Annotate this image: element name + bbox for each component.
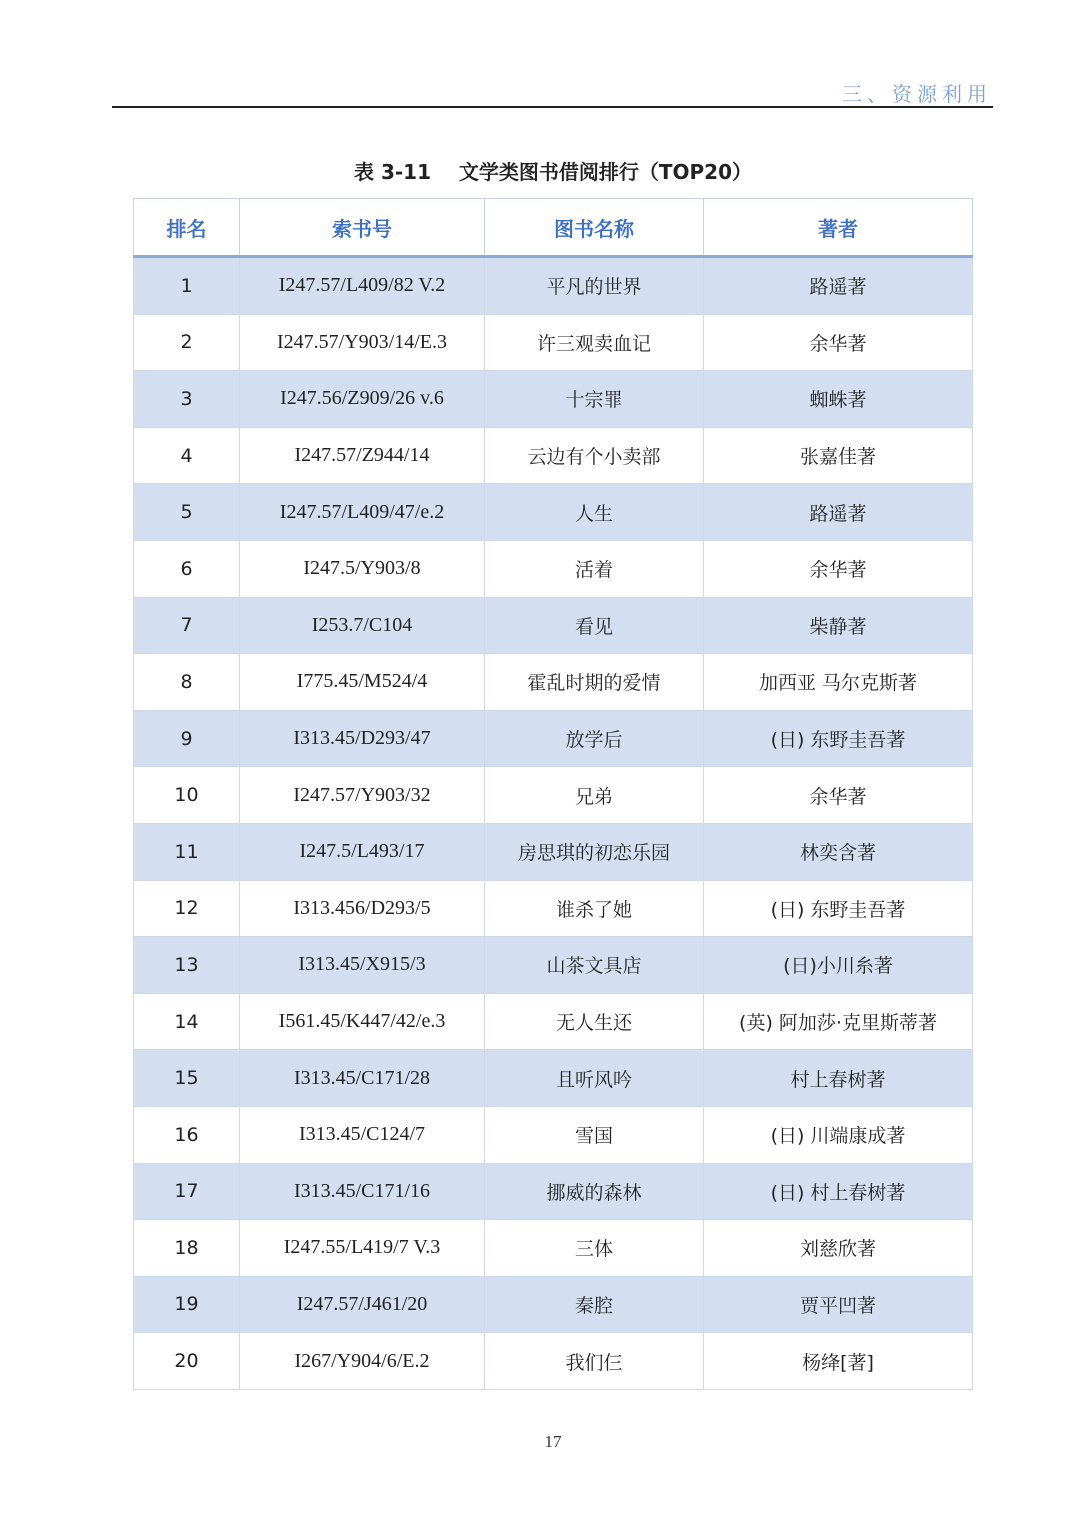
- table-row: [134, 880, 973, 937]
- cell-call-number: I247.56/Z909/26 v.6: [240, 371, 485, 428]
- cell-call-number: I267/Y904/6/E.2: [240, 1333, 485, 1390]
- header-call-number: 索书号: [240, 199, 485, 257]
- cell-call-number: I313.45/C124/7: [240, 1106, 485, 1163]
- cell-title: 秦腔: [485, 1276, 704, 1333]
- cell-author: 余华著: [704, 314, 973, 371]
- cell-rank: 7: [134, 597, 240, 654]
- cell-rank: 18: [134, 1220, 240, 1277]
- table-row: [134, 314, 973, 371]
- cell-author: (日) 东野圭吾著: [704, 880, 973, 937]
- cell-title: 三体: [485, 1220, 704, 1277]
- table-row: [134, 993, 973, 1050]
- cell-title: 谁杀了她: [485, 880, 704, 937]
- cell-rank: 9: [134, 710, 240, 767]
- cell-call-number: I247.57/L409/82 V.2: [240, 257, 485, 315]
- table-row: [134, 1333, 973, 1390]
- cell-author: (日) 东野圭吾著: [704, 710, 973, 767]
- cell-author: 村上春树著: [704, 1050, 973, 1107]
- cell-rank: 12: [134, 880, 240, 937]
- table-row: [134, 597, 973, 654]
- table-row: [134, 484, 973, 541]
- cell-author: 加西亚 马尔克斯著: [704, 654, 973, 711]
- cell-call-number: I313.45/C171/16: [240, 1163, 485, 1220]
- table-row: [134, 1050, 973, 1107]
- cell-rank: 4: [134, 427, 240, 484]
- cell-author: (日) 村上春树著: [704, 1163, 973, 1220]
- cell-rank: 13: [134, 937, 240, 994]
- cell-call-number: I247.5/L493/17: [240, 823, 485, 880]
- cell-author: (日)小川糸著: [704, 937, 973, 994]
- cell-author: 杨绛[著]: [704, 1333, 973, 1390]
- cell-title: 许三观卖血记: [485, 314, 704, 371]
- table-row: [134, 767, 973, 824]
- cell-title: 我们仨: [485, 1333, 704, 1390]
- cell-rank: 1: [134, 257, 240, 315]
- table-row: [134, 371, 973, 428]
- cell-author: 路遥著: [704, 484, 973, 541]
- cell-rank: 8: [134, 654, 240, 711]
- cell-rank: 14: [134, 993, 240, 1050]
- cell-call-number: I561.45/K447/42/e.3: [240, 993, 485, 1050]
- table-row: [134, 540, 973, 597]
- cell-call-number: I313.45/C171/28: [240, 1050, 485, 1107]
- cell-title: 看见: [485, 597, 704, 654]
- cell-rank: 5: [134, 484, 240, 541]
- cell-title: 十宗罪: [485, 371, 704, 428]
- cell-rank: 15: [134, 1050, 240, 1107]
- cell-rank: 19: [134, 1276, 240, 1333]
- cell-rank: 11: [134, 823, 240, 880]
- cell-call-number: I253.7/C104: [240, 597, 485, 654]
- header-author: 著者: [704, 199, 973, 257]
- cell-author: 余华著: [704, 767, 973, 824]
- ranking-table-container: [133, 198, 972, 1390]
- cell-title: 且听风吟: [485, 1050, 704, 1107]
- cell-rank: 3: [134, 371, 240, 428]
- cell-title: 活着: [485, 540, 704, 597]
- cell-call-number: I247.55/L419/7 V.3: [240, 1220, 485, 1277]
- cell-call-number: I247.5/Y903/8: [240, 540, 485, 597]
- cell-author: 路遥著: [704, 257, 973, 315]
- table-row: [134, 710, 973, 767]
- cell-title: 兄弟: [485, 767, 704, 824]
- header-rank: 排名: [134, 199, 240, 257]
- table-row: [134, 1163, 973, 1220]
- cell-author: 柴静著: [704, 597, 973, 654]
- cell-title: 房思琪的初恋乐园: [485, 823, 704, 880]
- cell-call-number: I247.57/Y903/14/E.3: [240, 314, 485, 371]
- table-body: [134, 257, 973, 1390]
- cell-call-number: I247.57/L409/47/e.2: [240, 484, 485, 541]
- table-row: [134, 1276, 973, 1333]
- cell-call-number: I247.57/Z944/14: [240, 427, 485, 484]
- cell-title: 山茶文具店: [485, 937, 704, 994]
- cell-author: 贾平凹著: [704, 1276, 973, 1333]
- header-rule: [112, 106, 993, 108]
- table-row: [134, 427, 973, 484]
- cell-title: 人生: [485, 484, 704, 541]
- cell-title: 霍乱时期的爱情: [485, 654, 704, 711]
- cell-author: 林奕含著: [704, 823, 973, 880]
- cell-rank: 17: [134, 1163, 240, 1220]
- cell-author: 刘慈欣著: [704, 1220, 973, 1277]
- cell-title: 雪国: [485, 1106, 704, 1163]
- cell-call-number: I247.57/Y903/32: [240, 767, 485, 824]
- cell-rank: 20: [134, 1333, 240, 1390]
- table-row: [134, 257, 973, 315]
- cell-rank: 16: [134, 1106, 240, 1163]
- cell-author: 蜘蛛著: [704, 371, 973, 428]
- cell-call-number: I313.456/D293/5: [240, 880, 485, 937]
- cell-title: 挪威的森林: [485, 1163, 704, 1220]
- page-number: 17: [544, 1432, 562, 1451]
- running-header: 三、资源利用: [842, 82, 992, 106]
- cell-rank: 2: [134, 314, 240, 371]
- cell-author: (英) 阿加莎·克里斯蒂著: [704, 993, 973, 1050]
- table-header-row: [134, 199, 973, 257]
- table-row: [134, 654, 973, 711]
- cell-author: 余华著: [704, 540, 973, 597]
- header-title: 图书名称: [485, 199, 704, 257]
- cell-call-number: I313.45/D293/47: [240, 710, 485, 767]
- cell-author: (日) 川端康成著: [704, 1106, 973, 1163]
- cell-title: 平凡的世界: [485, 257, 704, 315]
- table-caption: 表 3-11 文学类图书借阅排行（TOP20）: [354, 160, 752, 184]
- cell-call-number: I247.57/J461/20: [240, 1276, 485, 1333]
- cell-call-number: I775.45/M524/4: [240, 654, 485, 711]
- table-row: [134, 1106, 973, 1163]
- ranking-table: [133, 198, 973, 1390]
- cell-title: 放学后: [485, 710, 704, 767]
- table-row: [134, 823, 973, 880]
- cell-title: 无人生还: [485, 993, 704, 1050]
- cell-call-number: I313.45/X915/3: [240, 937, 485, 994]
- cell-title: 云边有个小卖部: [485, 427, 704, 484]
- cell-rank: 6: [134, 540, 240, 597]
- cell-author: 张嘉佳著: [704, 427, 973, 484]
- cell-rank: 10: [134, 767, 240, 824]
- table-row: [134, 1220, 973, 1277]
- table-row: [134, 937, 973, 994]
